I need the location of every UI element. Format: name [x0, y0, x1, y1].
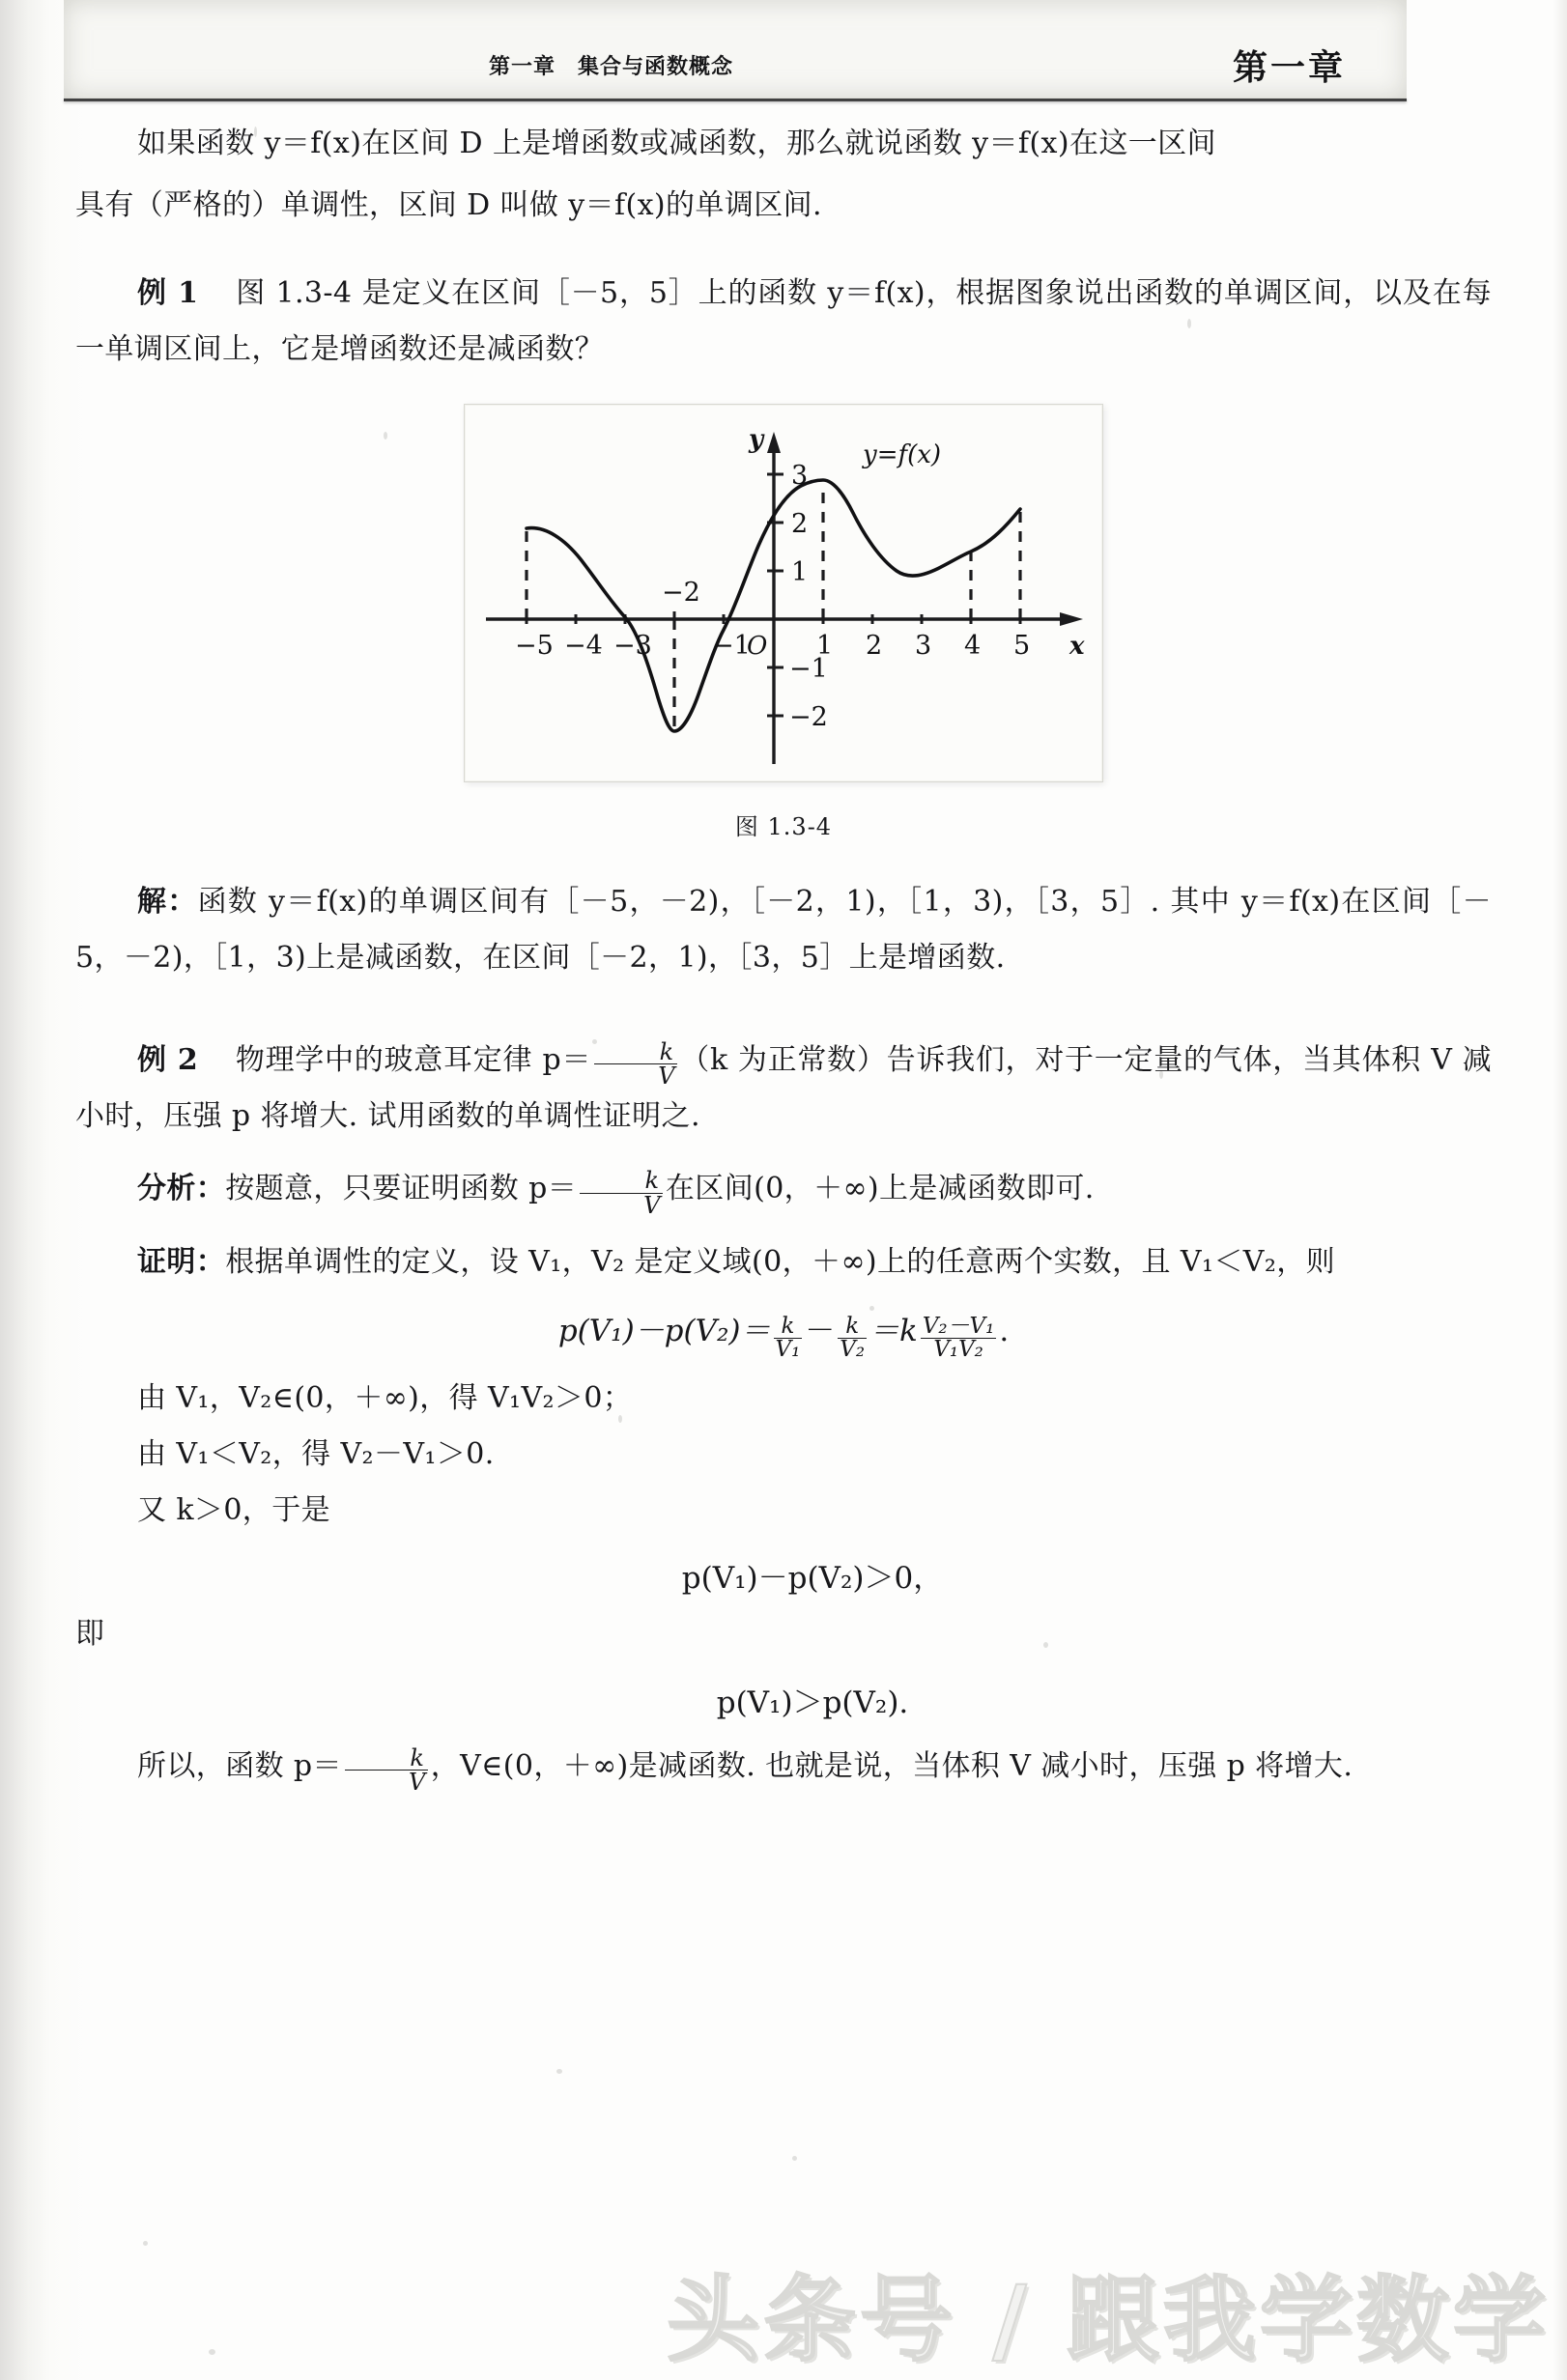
fraction-numerator: k	[410, 1743, 425, 1771]
equation-period: .	[999, 1313, 1010, 1348]
inline-fraction-k-over-V	[580, 1169, 663, 1217]
scan-speck	[792, 2156, 797, 2161]
inline-fraction-k-over-V	[345, 1743, 428, 1797]
fraction-denominator: V₁	[775, 1336, 801, 1362]
fraction-numerator: k	[845, 1313, 860, 1339]
x-tick-label: 3	[915, 631, 932, 662]
x-tick-label: −1	[712, 631, 751, 662]
example-1-label: 例 1	[137, 276, 199, 311]
solution-text: 函数 y＝f(x)的单调区间有［－5，－2)，［－2，1)，［1，3)，［3，5］. 其中 y＝f(x)在区间［－5，－2)，［1，3)上是减函数，在区间［－2，1)，［3，5］上是增函数.	[75, 885, 1492, 975]
y-tick-label: 3	[791, 461, 809, 492]
x-tick-label-neg2: −2	[662, 578, 700, 609]
origin-label: O	[747, 632, 768, 662]
fraction-V2minusV1-over-V1V2	[921, 1313, 996, 1362]
fraction-denominator: V	[594, 1063, 677, 1088]
scan-speck	[556, 2069, 562, 2074]
fraction-denominator: V₂	[840, 1336, 866, 1362]
example-1-text: 图 1.3-4 是定义在区间［－5，5］上的函数 y＝f(x)，根据图象说出函数的单调区间，以及在每一单调区间上，它是增函数还是减函数？	[75, 276, 1493, 366]
conclusion-text-b: ，V∈(0，＋∞)是减函数. 也就是说，当体积 V 减小时，压强 p 将增大.	[430, 1748, 1353, 1783]
function-graph-svg	[465, 405, 1102, 781]
example-2-text-a: 物理学中的玻意耳定律 p＝	[235, 1042, 592, 1077]
example-2-paragraph	[75, 1033, 1492, 1145]
y-tick-label: −1	[789, 654, 828, 685]
scan-right-edge	[1553, 0, 1567, 2380]
definition-line-2: 具有（严格的）单调性，区间 D 叫做 y＝f(x)的单调区间.	[75, 187, 822, 222]
curve-label: y=f(x)	[863, 440, 942, 470]
scan-speck	[209, 2349, 215, 2355]
y-axis-label: y	[749, 425, 764, 455]
chapter-tab: 第一章	[1233, 48, 1347, 88]
analysis-text-a: 按题意，只要证明函数 p＝	[225, 1172, 578, 1206]
conclusion-text-a: 所以，函数 p＝	[137, 1748, 342, 1783]
y-tick-label: 1	[791, 557, 809, 588]
x-tick-label: 4	[964, 631, 982, 662]
x-tick-label: −3	[613, 631, 652, 662]
y-tick-label: 2	[791, 509, 809, 540]
equation-greater-than: p(V₁)＞p(V₂).	[716, 1685, 909, 1720]
inline-fraction-k-over-V	[594, 1037, 677, 1091]
page-header-band	[64, 0, 1407, 101]
fraction-k-over-V1	[774, 1313, 803, 1362]
proof-paragraph	[75, 1234, 1492, 1290]
scan-speck	[143, 2241, 148, 2246]
definition-paragraph	[75, 116, 1492, 172]
fraction-numerator: V₂－V₁	[922, 1313, 995, 1339]
proof-label: 证明：	[137, 1245, 226, 1280]
x-tick-label: 5	[1013, 631, 1031, 662]
y-axis	[767, 432, 781, 764]
x-tick-label: −5	[515, 631, 554, 662]
definition-paragraph-line2	[75, 178, 1492, 234]
example-2-label: 例 2	[137, 1042, 199, 1077]
equation-eq-k: ＝k	[869, 1313, 918, 1348]
x-axis-label: x	[1069, 632, 1085, 662]
x-tick-label: −4	[564, 631, 603, 662]
figure-caption: 图 1.3-4	[734, 813, 833, 841]
x-tick-label: 2	[866, 631, 883, 662]
fraction-k-over-V2	[838, 1313, 867, 1362]
fraction-denominator: V	[580, 1193, 663, 1217]
y-tick-label: −2	[789, 702, 828, 733]
fraction-denominator: V₁V₂	[921, 1338, 996, 1361]
definition-line-1: 如果函数 y＝f(x)在区间 D 上是增函数或减函数，那么就说函数 y＝f(x)在这一区间	[137, 127, 1216, 160]
analysis-label: 分析：	[137, 1172, 226, 1206]
proof-text: 根据单调性的定义，设 V₁，V₂ 是定义域(0，＋∞)上的任意两个实数，且 V₁＜V₂，则	[225, 1245, 1336, 1280]
ji-label: 即	[75, 1617, 105, 1652]
fraction-numerator: k	[659, 1037, 674, 1065]
example-2-text-b: （k 为正常数）告诉我们，对于一定量的气体，当其体积 V 减小时，压强 p 将增大. 试用函数的单调性证明之.	[75, 1042, 1492, 1133]
equation-minus: －	[805, 1313, 836, 1348]
fraction-numerator: k	[781, 1313, 795, 1339]
proof-step-3: 又 k＞0，于是	[137, 1492, 331, 1527]
page-content	[75, 116, 1492, 1800]
figure-frame	[464, 404, 1103, 782]
example-1-paragraph	[75, 266, 1492, 377]
fraction-denominator: V	[345, 1770, 428, 1794]
x-tick-label: 1	[816, 631, 834, 662]
equation-lhs: p(V₁)－p(V₂)＝	[557, 1313, 771, 1348]
proof-step-1: 由 V₁，V₂∈(0，＋∞)，得 V₁V₂＞0；	[137, 1381, 633, 1416]
solution-paragraph	[75, 874, 1492, 985]
equation-positive-difference: p(V₁)－p(V₂)＞0，	[681, 1561, 944, 1597]
figure-1-3-4	[75, 404, 1492, 841]
watermark: 头条号 / 跟我学数学	[667, 2266, 1550, 2374]
analysis-text-b: 在区间(0，＋∞)上是减函数即可.	[665, 1172, 1095, 1206]
conclusion-paragraph	[75, 1739, 1492, 1795]
fraction-numerator: k	[644, 1167, 660, 1195]
analysis-paragraph	[75, 1161, 1492, 1217]
solution-label: 解：	[137, 885, 198, 920]
running-head: 第一章 集合与函数概念	[489, 55, 734, 79]
proof-step-2: 由 V₁＜V₂，得 V₂－V₁＞0.	[137, 1436, 495, 1471]
scan-left-edge	[0, 0, 29, 2380]
equation-difference	[75, 1306, 1492, 1362]
